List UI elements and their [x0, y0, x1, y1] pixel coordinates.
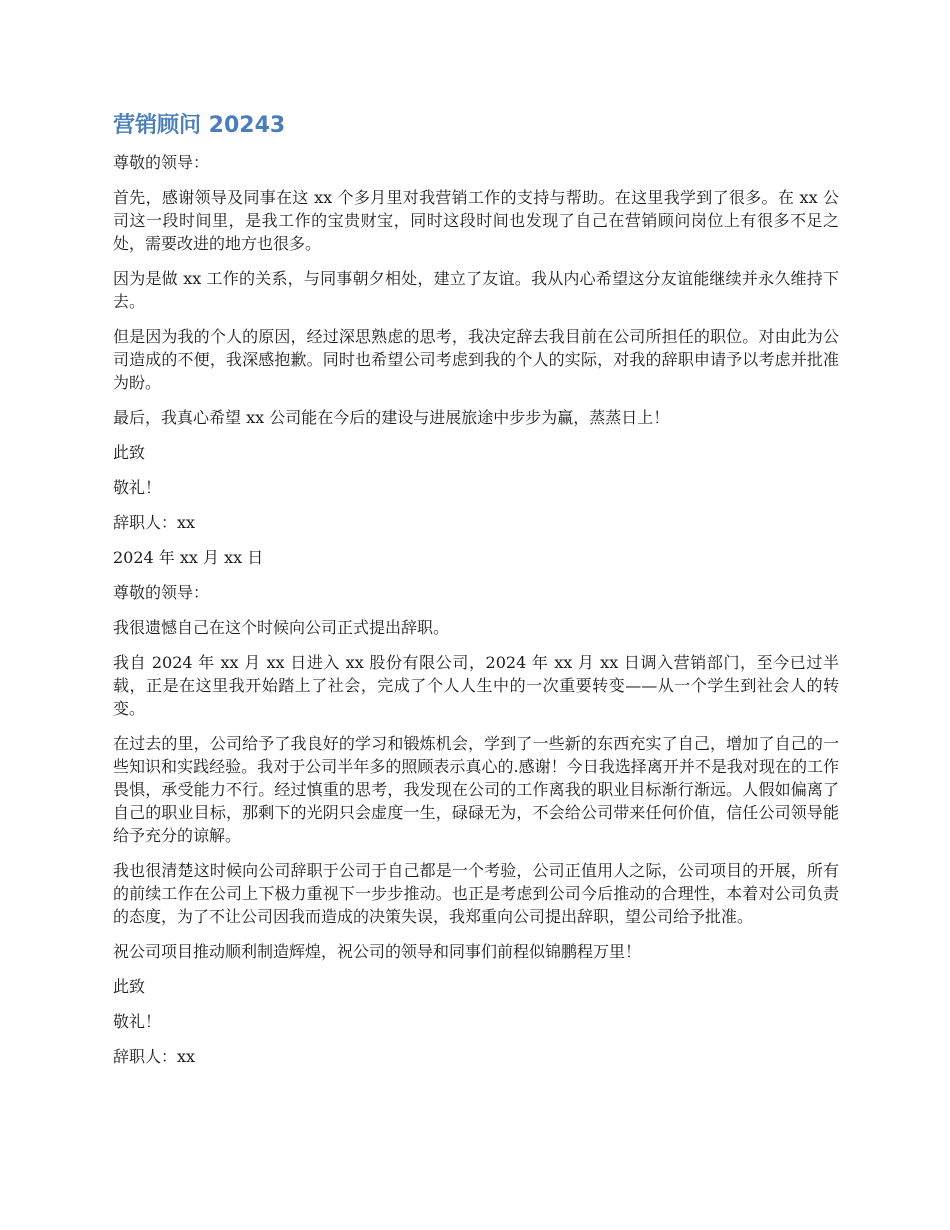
date-line: 2024 年 xx 月 xx 日	[113, 548, 264, 567]
body-paragraph: 在过去的里，公司给予了我良好的学习和锻炼机会，学到了一些新的东西充实了自己，增加了自己的一些知识和实践经验。我对于公司半年多的照顾表示真心的.感谢！今日我选择离开并不是我对现在的工作畏惧，承受能力不行。经过慎重的思考，我发现在公司的工作离我的职业目标渐行渐远。人假如偏离了自己的职业目标，那剩下的光阴只会虚度一生，碌碌无为，不会给公司带来任何价值，信任公司领导能给予充分的谅解。	[113, 734, 839, 845]
body-paragraph: 但是因为我的个人的原因，经过深思熟虑的思考，我决定辞去我目前在公司所担任的职位。对由此为公司造成的不便，我深感抱歉。同时也希望公司考虑到我的个人的实际，对我的辞职申请予以考虑并批准为盼。	[113, 327, 839, 392]
closing-line: 此致	[113, 443, 146, 462]
body-paragraph: 首先，感谢领导及同事在这 xx 个多月里对我营销工作的支持与帮助。在这里我学到了很多。在 xx 公司这一段时间里，是我工作的宝贵财宝，同时这段时间也发现了自己在营销顾问岗位上有很多不足之处，需要改进的地方也很多。	[113, 188, 839, 253]
body-paragraph: 祝公司项目推动顺利制造辉煌，祝公司的领导和同事们前程似锦鹏程万里！	[113, 942, 642, 961]
body-paragraph: 我很遗憾自己在这个时候向公司正式提出辞职。	[113, 618, 450, 637]
signature: 辞职人：xx	[113, 513, 196, 532]
salutation: 尊敬的领导：	[113, 153, 210, 172]
signature: 辞职人：xx	[113, 1047, 196, 1066]
body-paragraph: 最后，我真心希望 xx 公司能在今后的建设与进展旅途中步步为赢，蒸蒸日上！	[113, 408, 670, 427]
body-paragraph: 因为是做 xx 工作的关系，与同事朝夕相处，建立了友谊。我从内心希望这分友谊能继续并永久维持下去。	[113, 269, 839, 311]
document-title: 营销顾问 20243	[113, 113, 286, 138]
body-paragraph: 我自 2024 年 xx 月 xx 日进入 xx 股份有限公司，2024 年 xx 月 xx 日调入营销部门，至今已过半载，正是在这里我开始踏上了社会，完成了个人人生中的一次重要转变——从一个学生到社会人的转变。	[113, 653, 839, 718]
salutation: 尊敬的领导：	[113, 583, 210, 602]
closing-line: 此致	[113, 977, 146, 996]
body-paragraph: 我也很清楚这时候向公司辞职于公司于自己都是一个考验，公司正值用人之际，公司项目的开展，所有的前续工作在公司上下极力重视下一步步推动。也正是考虑到公司今后推动的合理性，本着对公司负责的态度，为了不让公司因我而造成的决策失误，我郑重向公司提出辞职，望公司给予批准。	[113, 861, 839, 926]
document-page	[113, 111, 839, 1080]
closing-regards: 敬礼！	[113, 478, 162, 497]
closing-regards: 敬礼！	[113, 1012, 162, 1031]
